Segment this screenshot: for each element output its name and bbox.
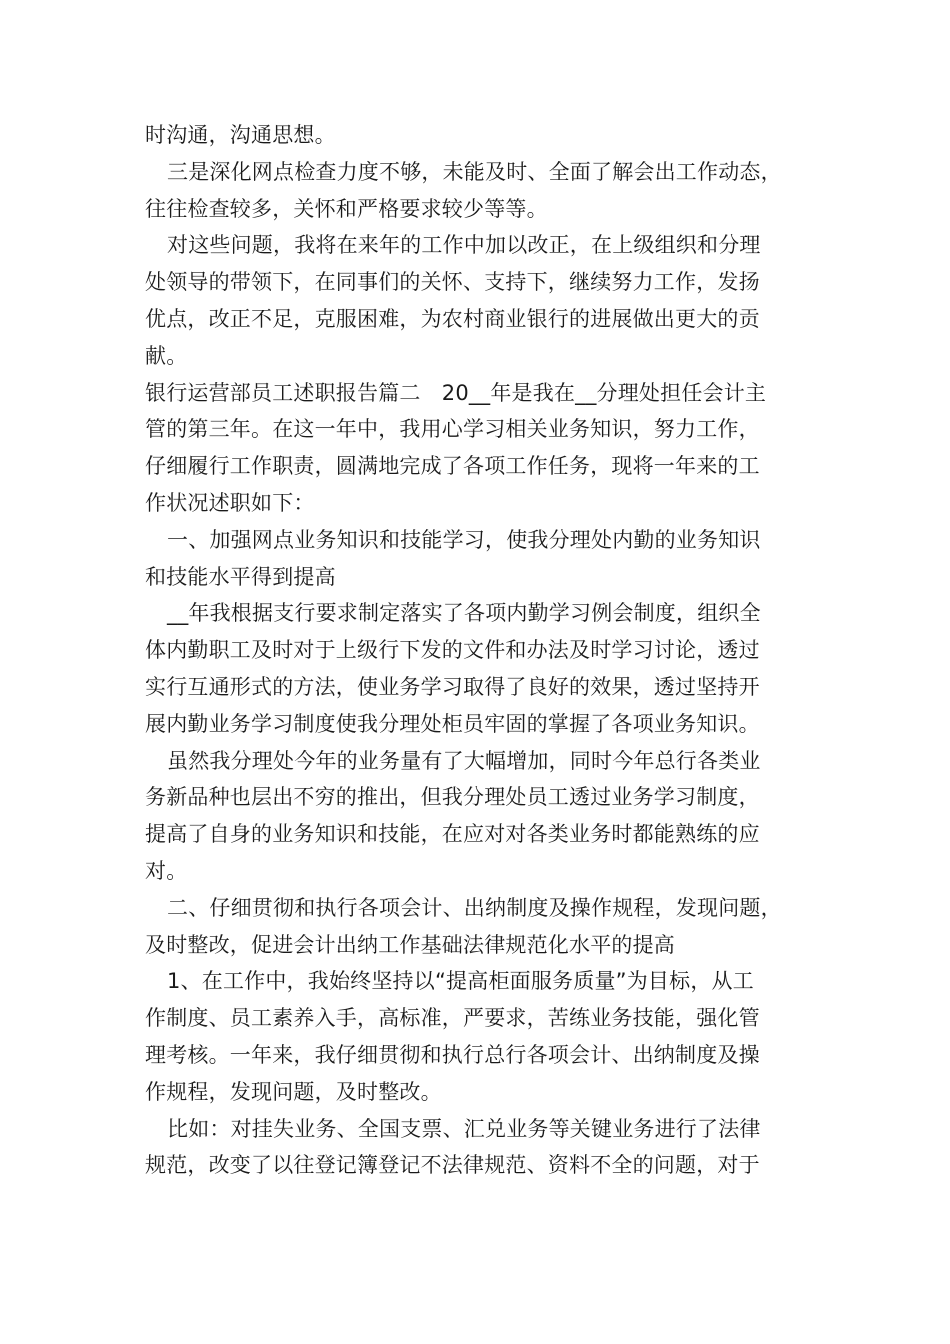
text-line: 务新品种也层出不穷的推出，但我分理处员工透过业务学习制度， <box>145 785 760 810</box>
text-line: 对。 <box>145 858 188 883</box>
text-line: 对这些问题，我将在来年的工作中加以改正，在上级组织和分理 <box>167 233 761 258</box>
text-line: 展内勤业务学习制度使我分理处柜员牢固的掌握了各项业务知识。 <box>145 711 760 736</box>
body-text <box>145 117 815 1184</box>
text-line: 献。 <box>145 343 188 368</box>
text-line: 作规程，发现问题，及时整改。 <box>145 1079 442 1104</box>
text-line: 比如：对挂失业务、全国支票、汇兑业务等关键业务进行了法律 <box>167 1116 761 1141</box>
text-line: 一、加强网点业务知识和技能学习，使我分理处内勤的业务知识 <box>167 527 761 552</box>
text-line: 往往检查较多，关怀和严格要求较少等等。 <box>145 196 548 221</box>
text-line: 1、在工作中，我始终坚持以“提高柜面服务质量”为目标，从工 <box>167 969 754 994</box>
text-line: 三是深化网点检查力度不够，未能及时、全面了解会出工作动态， <box>167 159 782 184</box>
text-line: 和技能水平得到提高 <box>145 564 336 589</box>
text-line: 虽然我分理处今年的业务量有了大幅增加，同时今年总行各类业 <box>167 748 761 773</box>
section-heading-line: 银行运营部员工述职报告篇二 20__年是我在__分理处担任会计主 <box>145 380 767 405</box>
text-line: 时沟通，沟通思想。 <box>145 123 336 147</box>
text-line: __年我根据支行要求制定落实了各项内勤学习例会制度，组织全 <box>167 601 761 626</box>
text-line: 提高了自身的业务知识和技能，在应对对各类业务时都能熟练的应 <box>145 822 760 847</box>
text-line: 规范，改变了以往登记簿登记不法律规范、资料不全的问题，对于 <box>145 1153 760 1178</box>
text-line: 管的第三年。在这一年中，我用心学习相关业务知识，努力工作， <box>145 417 760 442</box>
text-line: 作制度、员工素养入手，高标准，严要求，苦练业务技能，强化管 <box>145 1006 760 1031</box>
text-line: 处领导的带领下，在同事们的关怀、支持下，继续努力工作，发扬 <box>145 270 760 295</box>
text-line: 实行互通形式的方法，使业务学习取得了良好的效果，透过坚持开 <box>145 674 760 699</box>
text-line: 仔细履行工作职责，圆满地完成了各项工作任务，现将一年来的工 <box>145 454 760 479</box>
text-line: 理考核。一年来，我仔细贯彻和执行总行各项会计、出纳制度及操 <box>145 1042 760 1067</box>
text-line: 二、仔细贯彻和执行各项会计、出纳制度及操作规程，发现问题， <box>167 895 782 920</box>
text-line: 及时整改，促进会计出纳工作基础法律规范化水平的提高 <box>145 932 675 957</box>
text-line: 优点，改正不足，克服困难，为农村商业银行的进展做出更大的贡 <box>145 306 760 331</box>
text-line: 作状况述职如下： <box>145 490 315 515</box>
text-line: 体内勤职工及时对于上级行下发的文件和办法及时学习讨论，透过 <box>145 638 760 663</box>
